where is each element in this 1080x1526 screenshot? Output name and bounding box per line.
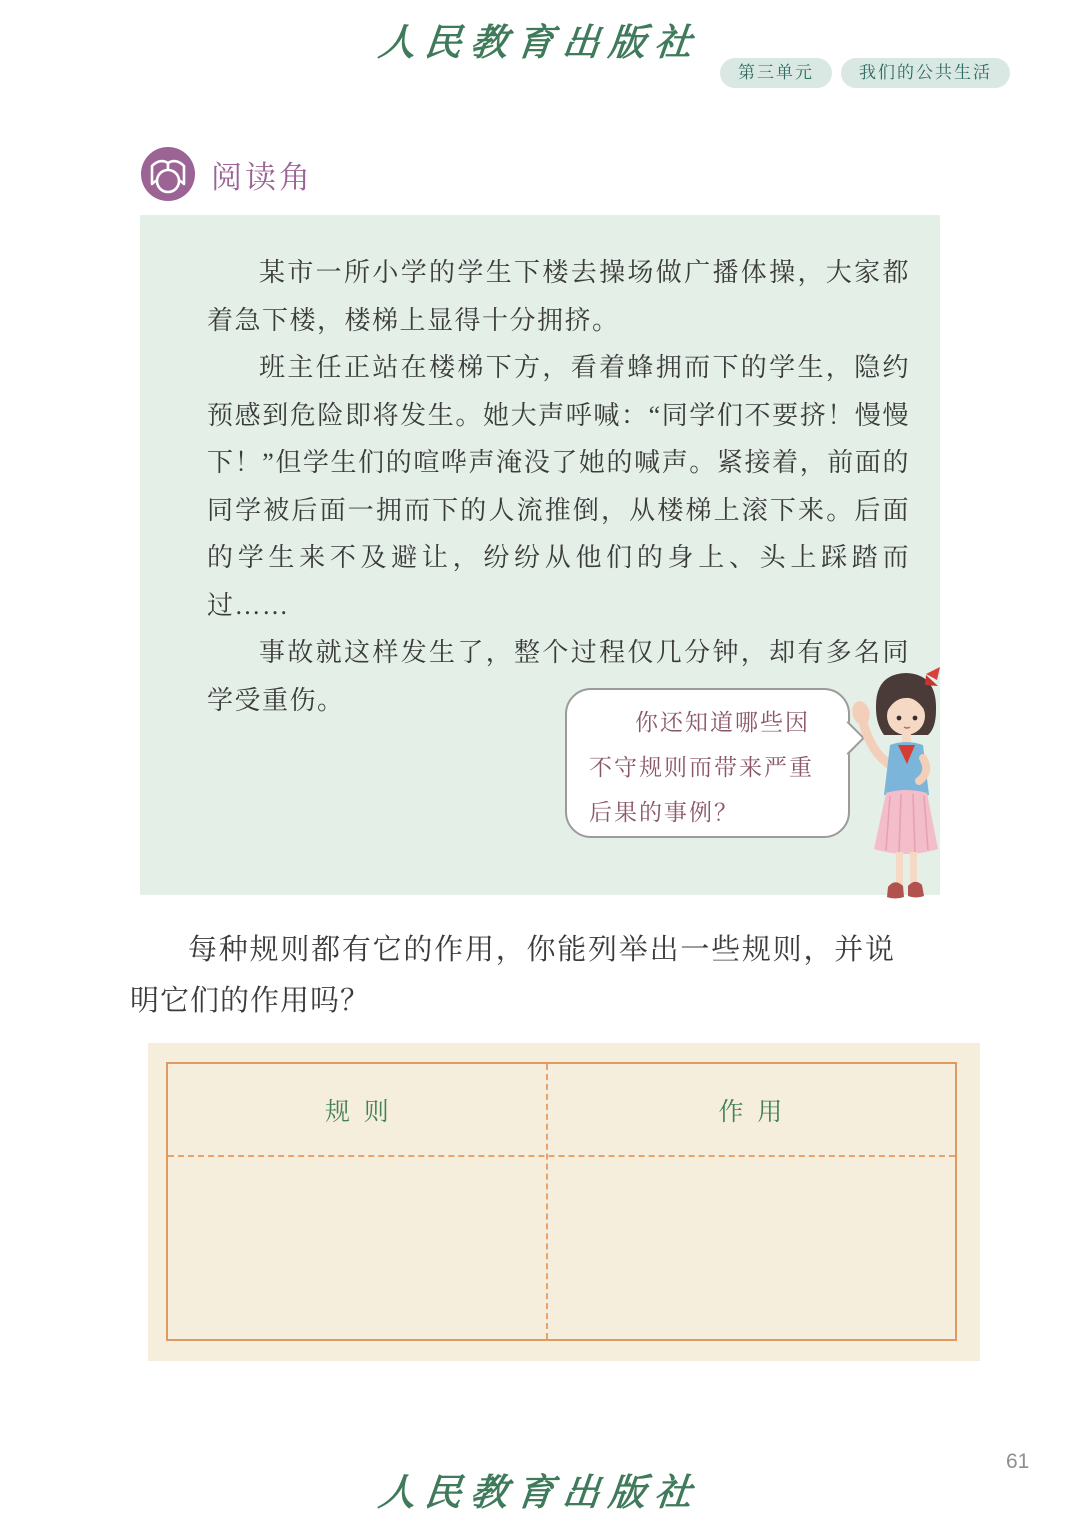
rules-table-border [166, 1062, 957, 1341]
table-header-rules: 规则 [324, 1098, 403, 1126]
topic-badge: 我们的公共生活 [841, 58, 1010, 88]
table-header-effects: 作用 [718, 1098, 796, 1126]
speech-bubble [565, 688, 850, 838]
unit-badge: 第三单元 [720, 58, 832, 88]
unit-badges [720, 58, 1010, 88]
section-title: 阅读角 [211, 159, 313, 195]
publisher-logo-bottom: 人民教育出版社 [376, 1473, 703, 1514]
story-text [207, 249, 910, 724]
story-paragraph: 事故就这样发生了，整个过程仅几分钟，却有多名同学受重伤。 [207, 638, 910, 715]
open-book-reader-icon [140, 146, 196, 202]
girl-raising-hand-illustration [846, 666, 952, 908]
story-paragraph: 班主任正站在楼梯下方，看着蜂拥而下的学生，隐约预感到危险即将发生。她大声呼喊：“同学们不要挤！慢慢下！”但学生们的喧哗声淹没了她的喊声。紧接着，前面的同学被后面一拥而下的人流推倒，从楼梯上滚下来。后面的学生来不及避让，纷纷从他们的身上、头上踩踏而过…… [207, 353, 910, 620]
table-cell-rule-blank [168, 1157, 546, 1339]
rules-table [148, 1043, 980, 1361]
story-paragraph: 某市一所小学的学生下楼去操场做广播体操，大家都着急下楼，楼梯上显得十分拥挤。 [207, 258, 910, 335]
table-cell-effect-blank [546, 1157, 955, 1339]
publisher-logo-top: 人民教育出版社 [376, 23, 703, 64]
reading-corner-header [140, 146, 313, 202]
table-body-row [168, 1157, 955, 1339]
speech-bubble-text: 你还知道哪些因不守规则而带来严重后果的事例？ [589, 710, 814, 825]
page-number: 61 [1006, 1450, 1030, 1473]
table-header-row [168, 1064, 955, 1155]
activity-prompt: 每种规则都有它的作用，你能列举出一些规则，并说明它们的作用吗？ [130, 934, 895, 1017]
